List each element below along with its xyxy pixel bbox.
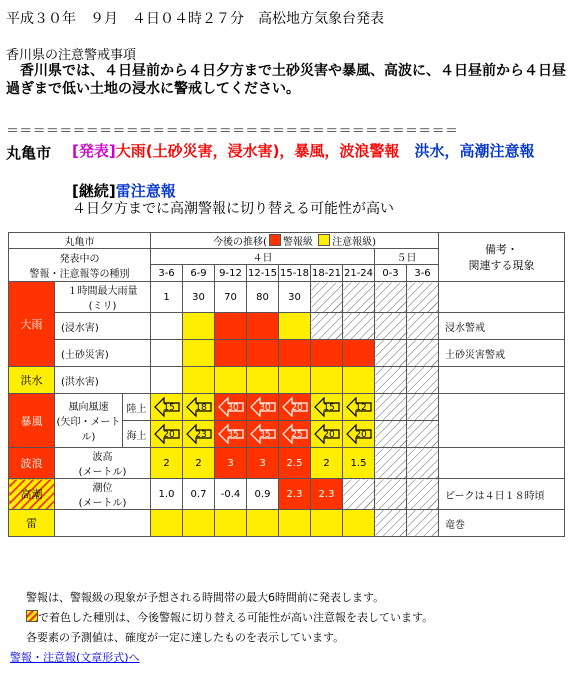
forecast-cell: [183, 313, 215, 340]
forecast-cell: [183, 367, 215, 394]
wind-arrow-icon: [186, 423, 212, 445]
forecast-cell: [279, 367, 311, 394]
forecast-cell: [279, 313, 311, 340]
text-format-link[interactable]: 警報・注意報(文章形式)へ: [10, 651, 140, 664]
wind-cell: [311, 421, 343, 448]
wind-arrow-icon: [346, 396, 372, 418]
forecast-cell: 2: [151, 448, 183, 479]
forecast-cell: [407, 394, 439, 421]
time-slot: 3-6: [407, 265, 439, 282]
forecast-cell: [375, 340, 407, 367]
forecast-cell: [247, 367, 279, 394]
forecast-cell: [279, 510, 311, 537]
forecast-cell: [343, 340, 375, 367]
issued-advisories: 洪水，高潮注意報: [414, 142, 535, 160]
forecast-cell: [407, 313, 439, 340]
forecast-cell: [311, 340, 343, 367]
upgrade-swatch: [26, 610, 38, 622]
wind-speed: 25: [290, 430, 303, 440]
wind-cell: [247, 421, 279, 448]
forecast-cell: [151, 313, 183, 340]
wind-speed: 30: [258, 403, 271, 413]
forecast-cell: [183, 510, 215, 537]
wind-speed: 23: [194, 430, 207, 440]
wind-speed: 20: [322, 430, 335, 440]
remarks-head: 備考・ 関連する現象: [439, 233, 565, 282]
day1-head: ４日: [151, 249, 375, 265]
wind-cell: [279, 394, 311, 421]
forecast-cell: [375, 313, 407, 340]
wind-arrow-icon: [346, 423, 372, 445]
forecast-cell: [407, 448, 439, 479]
issue-header: 平成３０年 ９月 ４日０４時２７分 高松地方気象台発表: [6, 11, 384, 27]
forecast-cell: [247, 510, 279, 537]
wave-sub: 波高 (メートル): [55, 448, 151, 479]
remark-cell: [439, 448, 565, 479]
forecast-cell: [151, 340, 183, 367]
wind-cell: [343, 421, 375, 448]
wind-cell: [215, 421, 247, 448]
time-slot: 9-12: [215, 265, 247, 282]
remark-cell: [439, 367, 565, 394]
continue-tag: [継続]: [72, 182, 116, 200]
wind-speed: 20: [162, 430, 175, 440]
storm-sub: 風向風速 (矢印・メートル): [55, 394, 123, 448]
forecast-cell: [279, 340, 311, 367]
time-slot: 21-24: [343, 265, 375, 282]
section-title: 香川県の注意警戒事項: [6, 48, 137, 63]
surge-label: 高潮: [9, 479, 55, 510]
landslide-remark: 土砂災害警戒: [439, 340, 565, 367]
wind-cell: [311, 394, 343, 421]
storm-label: 暴風: [9, 394, 55, 448]
wind-speed: 15: [322, 403, 335, 413]
rain-amount-label: １時間最大雨量 (ミリ): [55, 282, 151, 313]
forecast-cell: 2.3: [279, 479, 311, 510]
legend-advisory: 注意報級): [332, 237, 376, 248]
wind-arrow-icon: [154, 423, 180, 445]
warning-line: [72, 142, 572, 161]
day2-head: ５日: [375, 249, 439, 265]
note-text: ４日夕方までに高潮警報に切り替える可能性が高い: [72, 201, 394, 217]
wind-arrow-icon: [250, 396, 276, 418]
sea-label: 海上: [123, 421, 151, 448]
forecast-cell: 30: [279, 282, 311, 313]
advisory-swatch: [318, 234, 330, 246]
flood-sub: (洪水害): [55, 367, 151, 394]
land-label: 陸上: [123, 394, 151, 421]
forecast-cell: [375, 448, 407, 479]
city-name: 丸亀市: [6, 144, 52, 162]
forecast-cell: [183, 340, 215, 367]
separator: ＝＝＝＝＝＝＝＝＝＝＝＝＝＝＝＝＝＝＝＝＝＝＝＝＝＝＝＝＝＝＝＝＝＝: [6, 124, 459, 139]
time-slot: 6-9: [183, 265, 215, 282]
wind-arrow-icon: [154, 396, 180, 418]
forecast-cell: 0.9: [247, 479, 279, 510]
issue-tag: [発表]: [72, 142, 116, 160]
forecast-cell: [375, 367, 407, 394]
area-subhead: 発表中の 警報・注意報等の種別: [9, 249, 151, 282]
forecast-cell: [343, 282, 375, 313]
wind-speed: 20: [290, 403, 303, 413]
forecast-cell: [151, 367, 183, 394]
wind-cell: [279, 421, 311, 448]
rain-label: 大雨: [9, 282, 55, 367]
wind-speed: 18: [194, 403, 207, 413]
wave-label: 波浪: [9, 448, 55, 479]
thunder-label: 雷: [9, 510, 55, 537]
time-slot: 0-3: [375, 265, 407, 282]
time-slot: 15-18: [279, 265, 311, 282]
storm-remark: [439, 394, 565, 448]
wind-cell: [151, 394, 183, 421]
wind-speed: 30: [226, 403, 239, 413]
footer-line-3: 各要素の予測値は、確度が一定に達したものを表示しています。: [26, 631, 345, 644]
wind-speed: 35: [226, 430, 239, 440]
surge-sub: 潮位 (メートル): [55, 479, 151, 510]
forecast-cell: [311, 313, 343, 340]
forecast-cell: [407, 510, 439, 537]
wind-arrow-icon: [186, 396, 212, 418]
legend-warning: 警報級: [282, 237, 313, 248]
forecast-cell: 2.5: [279, 448, 311, 479]
area-head: 丸亀市: [9, 233, 151, 249]
wind-arrow-icon: [218, 396, 244, 418]
forecast-cell: [375, 479, 407, 510]
surge-remark: ピークは４日１８時頃: [439, 479, 565, 510]
wind-arrow-icon: [314, 396, 340, 418]
wind-arrow-icon: [282, 423, 308, 445]
forecast-cell: 80: [247, 282, 279, 313]
wind-cell: [151, 421, 183, 448]
thunder-remark: 竜巻: [439, 510, 565, 537]
forecast-cell: [215, 313, 247, 340]
forecast-cell: [247, 313, 279, 340]
forecast-cell: [215, 340, 247, 367]
forecast-cell: [375, 510, 407, 537]
forecast-cell: 3: [215, 448, 247, 479]
forecast-cell: 1.0: [151, 479, 183, 510]
forecast-cell: [311, 367, 343, 394]
wind-arrow-icon: [218, 423, 244, 445]
forecast-cell: [343, 313, 375, 340]
forecast-cell: 30: [183, 282, 215, 313]
forecast-cell: [407, 479, 439, 510]
thunder-sub: [55, 510, 151, 537]
forecast-cell: 2.3: [311, 479, 343, 510]
forecast-cell: [407, 421, 439, 448]
forecast-cell: [215, 367, 247, 394]
wind-cell: [215, 394, 247, 421]
remark-cell: [439, 282, 565, 313]
wind-cell: [343, 394, 375, 421]
forecast-cell: [151, 510, 183, 537]
forecast-cell: 1: [151, 282, 183, 313]
forecast-cell: 2: [183, 448, 215, 479]
forecast-cell: [343, 479, 375, 510]
landslide-label: (土砂災害): [55, 340, 151, 367]
forecast-cell: -0.4: [215, 479, 247, 510]
wind-arrow-icon: [250, 423, 276, 445]
forecast-cell: [375, 421, 407, 448]
trend-head: [151, 233, 439, 249]
wind-cell: [183, 394, 215, 421]
forecast-cell: [407, 340, 439, 367]
wind-speed: 15: [162, 403, 175, 413]
forecast-cell: [407, 367, 439, 394]
forecast-cell: 0.7: [183, 479, 215, 510]
issued-warnings: 大雨(土砂災害，浸水害)，暴風，波浪警報: [115, 142, 400, 160]
continued-advisories: 雷注意報: [115, 182, 176, 200]
forecast-cell: [375, 394, 407, 421]
time-slot: 3-6: [151, 265, 183, 282]
time-slot: 12-15: [247, 265, 279, 282]
footer-line-1: 警報は、警報級の現象が予想される時間帯の最大6時間前に発表します。: [26, 591, 385, 604]
inundation-remark: 浸水警戒: [439, 313, 565, 340]
footer: [10, 588, 434, 668]
wind-arrow-icon: [282, 396, 308, 418]
footer-line-2-text: で着色した種別は、今後警報に切り替える可能性が高い注意報を表しています。: [38, 611, 434, 624]
forecast-cell: [375, 282, 407, 313]
summary-text: 香川県では、４日昼前から４日夕方まで土砂災害や暴風、高波に、４日昼前から４日昼過ぎまで低い土地の浸水に警戒してください。: [6, 63, 566, 97]
forecast-cell: [215, 510, 247, 537]
wind-arrow-icon: [314, 423, 340, 445]
wind-cell: [183, 421, 215, 448]
forecast-cell: 1.5: [343, 448, 375, 479]
forecast-cell: 3: [247, 448, 279, 479]
forecast-cell: 2: [311, 448, 343, 479]
wind-speed: 35: [258, 430, 271, 440]
footer-line-2: [26, 608, 433, 628]
flood-label: 洪水: [9, 367, 55, 394]
trend-title: 今後の推移(: [213, 237, 267, 248]
warning-swatch: [269, 234, 281, 246]
wind-speed: 20: [354, 430, 367, 440]
forecast-table: [8, 232, 565, 537]
forecast-cell: [247, 340, 279, 367]
forecast-cell: 70: [215, 282, 247, 313]
forecast-cell: [343, 367, 375, 394]
inundation-label: (浸水害): [55, 313, 151, 340]
forecast-cell: [311, 510, 343, 537]
forecast-cell: [343, 510, 375, 537]
time-slot: 18-21: [311, 265, 343, 282]
wind-cell: [247, 394, 279, 421]
wind-speed: 12: [354, 403, 367, 413]
forecast-cell: [311, 282, 343, 313]
forecast-cell: [407, 282, 439, 313]
